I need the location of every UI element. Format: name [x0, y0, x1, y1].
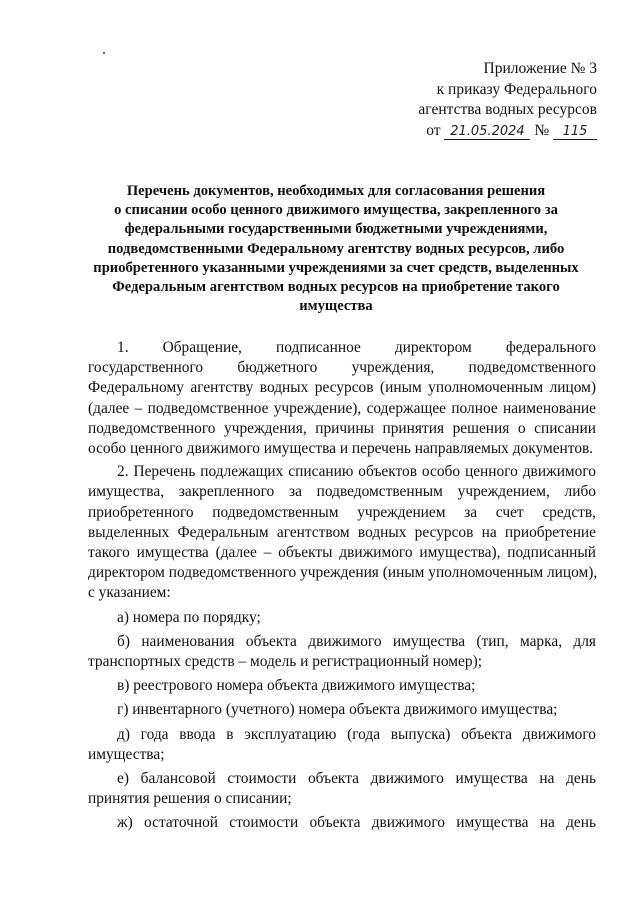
- list-item-zh: [88, 813, 596, 833]
- text-line: приобретенного подведомственным учреждением за счет средств,: [88, 503, 596, 521]
- list-item-a: [88, 608, 596, 628]
- list-item-v: [88, 676, 596, 696]
- text-line: г) инвентарного (учетного) номера объекта движимого имущества;: [117, 701, 558, 719]
- text-line: государственного бюджетного учреждения, подведомственного: [88, 359, 596, 377]
- appendix-agency: агентства водных ресурсов: [418, 101, 597, 118]
- text-line: с указанием:: [88, 584, 171, 602]
- from-label: от: [426, 121, 441, 139]
- text-line: Федеральному агентству водных ресурсов (иным уполномоченным лицом): [88, 379, 596, 397]
- text-line: (далее – подведомственное учреждение), содержащее полное наименование: [88, 399, 596, 417]
- paragraph-1: [88, 338, 596, 459]
- document-body: [88, 338, 596, 834]
- title-line: Федеральным агентством водных ресурсов на приобретение такого: [112, 279, 560, 296]
- title-line: подведомственными Федеральному агентству водных ресурсов, либо: [107, 240, 565, 257]
- text-line: 2. Перечень подлежащих списанию объектов особо ценного движимого: [117, 463, 596, 481]
- text-line: транспортных средств – модель и регистрационный номер);: [88, 653, 482, 671]
- appendix-number: Приложение № 3: [483, 60, 597, 77]
- title-line: имущества: [299, 298, 373, 315]
- text-line: в) реестрового номера объекта движимого имущества;: [117, 677, 476, 695]
- text-line: директором подведомственного учреждения (иным уполномоченным лицом),: [88, 564, 598, 582]
- paragraph-2: [88, 462, 596, 603]
- appendix-header: [380, 59, 597, 141]
- list-item-g: [88, 700, 596, 720]
- text-line: е) балансовой стоимости объекта движимого имущества на день: [117, 770, 596, 788]
- title-line: о списании особо ценного движимого имущества, закрепленного за: [114, 202, 558, 219]
- title-line: приобретенного указанными учреждениями за счет средств, выделенных: [93, 259, 579, 276]
- text-line: а) номера по порядку;: [117, 608, 261, 626]
- document-title: [86, 182, 586, 316]
- handwritten-number: 115: [553, 124, 597, 140]
- list-item-e: [88, 769, 596, 809]
- text-line: подведомственного учреждения, причины принятия решения о списании: [88, 419, 596, 437]
- text-line: 1. Обращение, подписанное директором федерального: [117, 339, 596, 356]
- text-line: такого имущества (далее – объекты движимого имущества), подписанный: [88, 544, 596, 562]
- appendix-date-line: [380, 121, 597, 142]
- title-line: Перечень документов, необходимых для согласования решения: [126, 183, 546, 199]
- text-line: ж) остаточной стоимости объекта движимого имущества на день: [117, 814, 596, 832]
- text-line: особо ценного движимого имущества и перечень направляемых документов.: [88, 440, 594, 458]
- list-item-b: [88, 632, 596, 672]
- handwritten-date: 21.05.2024: [444, 124, 530, 140]
- text-line: б) наименования объекта движимого имущества (тип, марка, для: [117, 632, 596, 650]
- text-line: имущества, закрепленного за подведомственным учреждением, либо: [88, 483, 596, 501]
- title-line: федеральными государственными бюджетными учреждениями,: [124, 221, 548, 238]
- text-line: имущества;: [88, 745, 165, 763]
- text-line: принятия решения о списании;: [88, 790, 292, 808]
- list-item-d: [88, 725, 596, 765]
- scan-speck: [103, 52, 105, 54]
- text-line: выделенных Федеральным агентством водных ресурсов на приобретение: [88, 523, 596, 541]
- number-label: №: [534, 121, 550, 139]
- appendix-order-ref: к приказу Федерального: [436, 80, 597, 98]
- text-line: д) года ввода в эксплуатацию (года выпуска) объекта движимого: [117, 725, 596, 743]
